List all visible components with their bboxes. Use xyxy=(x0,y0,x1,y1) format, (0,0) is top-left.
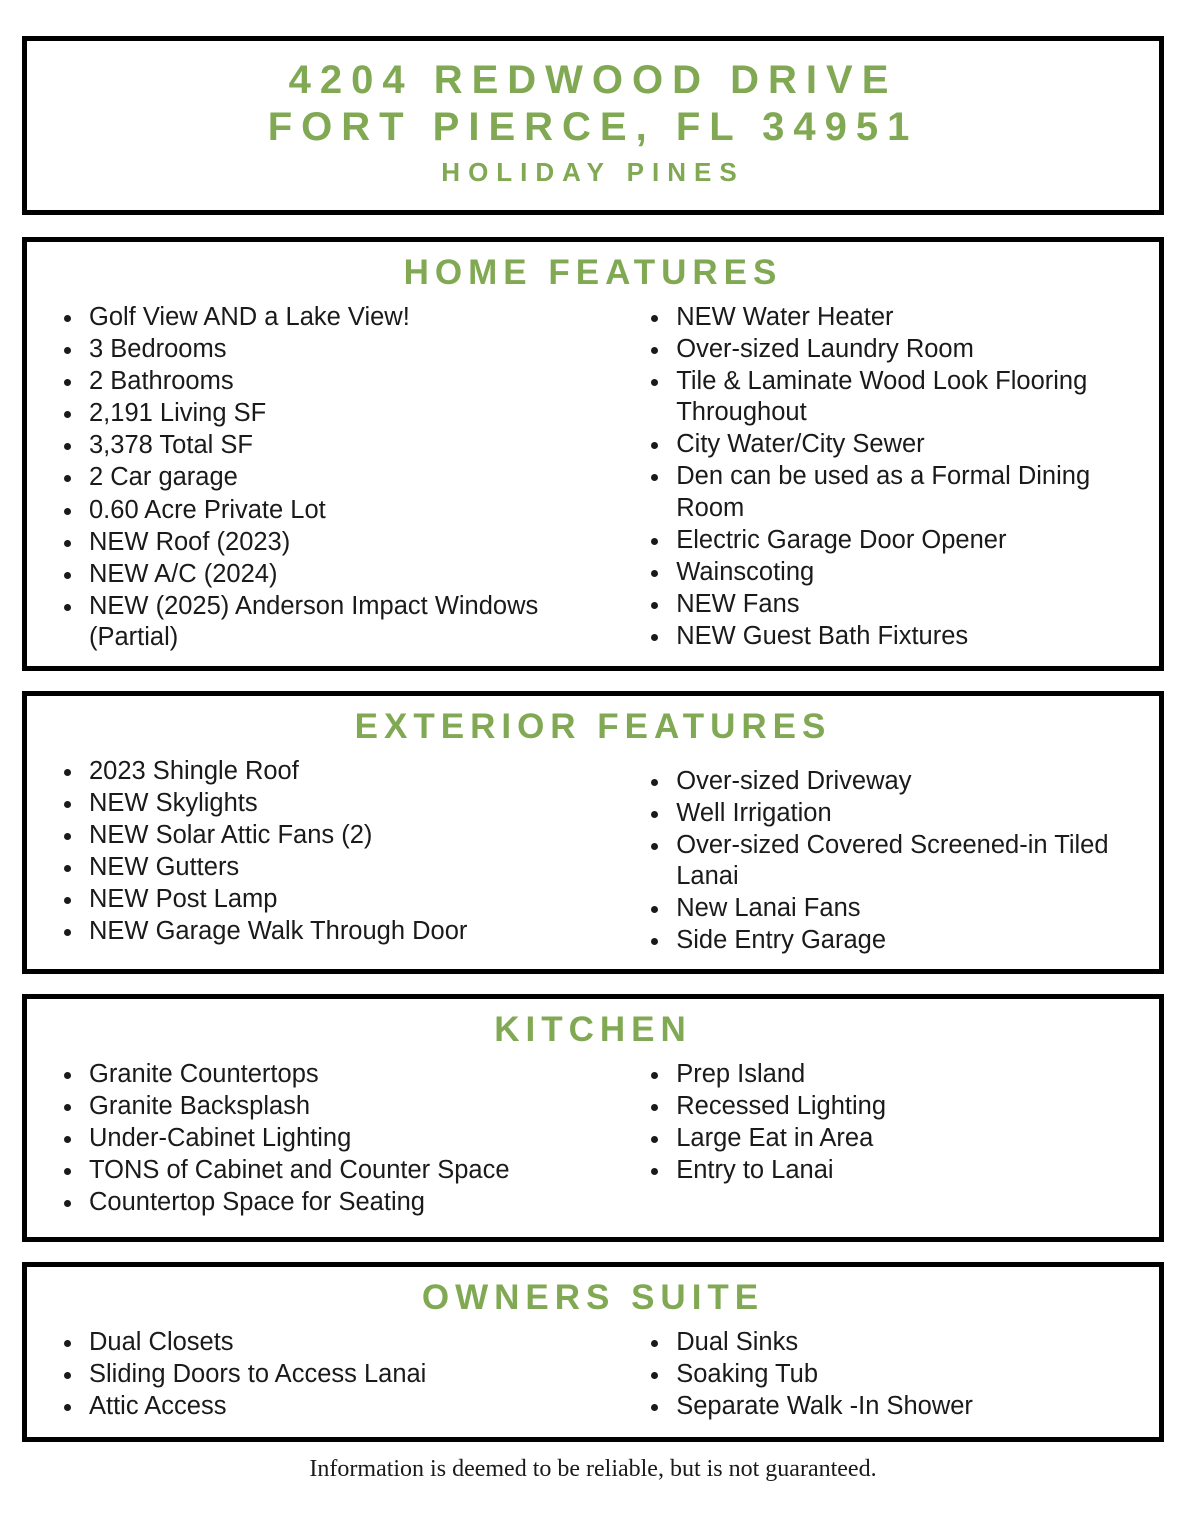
list-item: • Separate Walk -In Shower xyxy=(672,1391,1147,1422)
section-title: OWNERS SUITE xyxy=(421,1278,765,1318)
list-item: • Over-sized Covered Screened-in Tiled Lanai xyxy=(672,830,1147,892)
list-item: • NEW A/C (2024) xyxy=(85,559,626,590)
section-home-features xyxy=(22,237,1164,671)
section-title: KITCHEN xyxy=(494,1010,692,1050)
column-right xyxy=(626,1059,1147,1187)
list-item: • 2,191 Living SF xyxy=(85,398,626,429)
list-item: • Large Eat in Area xyxy=(672,1123,1147,1154)
list-item: • NEW Water Heater xyxy=(672,302,1147,333)
list-item: • NEW Solar Attic Fans (2) xyxy=(85,820,626,851)
list-item: • Over-sized Laundry Room xyxy=(672,334,1147,365)
list-item: • NEW Guest Bath Fixtures xyxy=(672,621,1147,652)
column-left xyxy=(39,1327,626,1423)
list-item: • Golf View AND a Lake View! xyxy=(85,302,626,333)
section-columns xyxy=(39,1327,1147,1423)
list-item: • Granite Countertops xyxy=(85,1059,626,1090)
column-left xyxy=(39,302,626,654)
list-item: • 2 Car garage xyxy=(85,462,626,493)
section-columns xyxy=(39,302,1147,654)
list-item: • Den can be used as a Formal Dining Room xyxy=(672,461,1147,523)
disclaimer-text: Information is deemed to be reliable, but is not guaranteed. xyxy=(309,1456,877,1483)
feature-list-left xyxy=(39,302,626,653)
list-item: • New Lanai Fans xyxy=(672,893,1147,924)
list-item: • Attic Access xyxy=(85,1391,626,1422)
address-line-1: 4204 REDWOOD DRIVE xyxy=(288,58,898,102)
list-item: • NEW Fans xyxy=(672,589,1147,620)
list-item: • 3 Bedrooms xyxy=(85,334,626,365)
list-item: • NEW Post Lamp xyxy=(85,884,626,915)
list-item: • Wainscoting xyxy=(672,557,1147,588)
section-title: HOME FEATURES xyxy=(403,253,783,293)
feature-list-right xyxy=(626,1059,1147,1186)
list-item: • 0.60 Acre Private Lot xyxy=(85,495,626,526)
section-columns xyxy=(39,756,1147,958)
section-columns xyxy=(39,1059,1147,1220)
list-item: • Countertop Space for Seating xyxy=(85,1187,626,1218)
header-panel xyxy=(22,36,1164,215)
list-item: • Entry to Lanai xyxy=(672,1155,1147,1186)
list-item: • NEW Gutters xyxy=(85,852,626,883)
feature-list-right xyxy=(626,302,1147,652)
column-right xyxy=(626,1327,1147,1423)
feature-list-left xyxy=(39,756,626,948)
list-item: • Prep Island xyxy=(672,1059,1147,1090)
feature-list-left xyxy=(39,1327,626,1422)
column-right xyxy=(626,302,1147,653)
list-item: • NEW Skylights xyxy=(85,788,626,819)
list-item: • 2023 Shingle Roof xyxy=(85,756,626,787)
column-right xyxy=(626,756,1147,958)
list-item: • Dual Sinks xyxy=(672,1327,1147,1358)
list-item: • Well Irrigation xyxy=(672,798,1147,829)
list-item: • Electric Garage Door Opener xyxy=(672,525,1147,556)
list-item: • NEW (2025) Anderson Impact Windows (Partial) xyxy=(85,591,626,653)
list-item: • 3,378 Total SF xyxy=(85,430,626,461)
section-owners-suite xyxy=(22,1262,1164,1442)
column-left xyxy=(39,1059,626,1220)
section-exterior-features xyxy=(22,691,1164,974)
community-name: HOLIDAY PINES xyxy=(441,157,745,188)
list-item: • Soaking Tub xyxy=(672,1359,1147,1390)
column-left xyxy=(39,756,626,949)
feature-list-right xyxy=(626,1327,1147,1422)
list-item: • Under-Cabinet Lighting xyxy=(85,1123,626,1154)
list-item: • Granite Backsplash xyxy=(85,1091,626,1122)
address-line-2: FORT PIERCE, FL 34951 xyxy=(267,105,919,150)
list-item: • Dual Closets xyxy=(85,1327,626,1358)
list-item: • Over-sized Driveway xyxy=(672,766,1147,797)
section-kitchen xyxy=(22,994,1164,1242)
list-item: • 2 Bathrooms xyxy=(85,366,626,397)
list-item: • NEW Garage Walk Through Door xyxy=(85,916,626,947)
section-title: EXTERIOR FEATURES xyxy=(354,707,832,747)
list-item: • NEW Roof (2023) xyxy=(85,527,626,558)
list-item: • TONS of Cabinet and Counter Space xyxy=(85,1155,626,1186)
feature-list-right xyxy=(626,766,1147,957)
list-item: • Tile & Laminate Wood Look Flooring Throughout xyxy=(672,366,1147,428)
list-item: • City Water/City Sewer xyxy=(672,429,1147,460)
list-item: • Recessed Lighting xyxy=(672,1091,1147,1122)
list-item: • Sliding Doors to Access Lanai xyxy=(85,1359,626,1390)
feature-list-left xyxy=(39,1059,626,1219)
list-item: • Side Entry Garage xyxy=(672,925,1147,956)
